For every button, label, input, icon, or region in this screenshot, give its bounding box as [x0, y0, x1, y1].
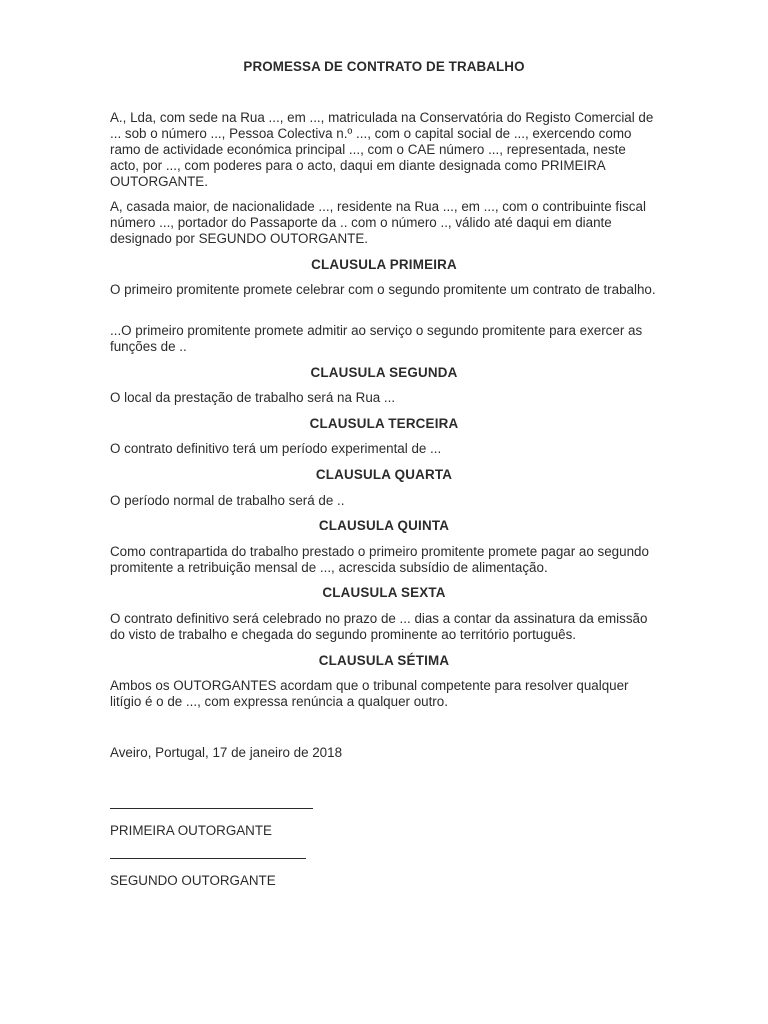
document-title: PROMESSA DE CONTRATO DE TRABALHO — [243, 59, 525, 74]
signature-label-second: SEGUNDO OUTORGANTE — [110, 873, 276, 888]
clause-sexta-paragraph: O contrato definitivo será celebrado no prazo de ... dias a contar da assinatura da emissão do visto de trabalho e chegada do segundo prominente ao território português. — [110, 611, 648, 642]
clause-heading-terceira: CLAUSULA TERCEIRA — [309, 416, 459, 431]
clause-quinta-paragraph: Como contrapartida do trabalho prestado o primeiro promitente promete pagar ao segundo promitente a retribuição mensal de ..., acrescida subsídio de alimentação. — [110, 544, 649, 575]
clause-heading-quarta: CLAUSULA QUARTA — [315, 467, 453, 482]
clause-heading-setima: CLAUSULA SÉTIMA — [318, 653, 450, 668]
place-date: Aveiro, Portugal, 17 de janeiro de 2018 — [110, 745, 343, 760]
first-party-paragraph: A., Lda, com sede na Rua ..., em ..., matriculada na Conservatória do Registo Comercial de ... sob o número ..., Pessoa Colectiva n.º ..., com o capital social de ..., exercendo como ramo de actividade económica principal ..., com o CAE número ..., representada, neste acto, por ..., com poderes para o acto, daqui em diante designada como PRIMEIRA OUTORGANTE. — [110, 110, 654, 189]
second-party-paragraph: A, casada maior, de nacionalidade ..., residente na Rua ..., em ..., com o contribuinte fiscal número ..., portador do Passaporte da .. com o número .., válido até daqui em diante designado por SEGUNDO OUTORGANTE. — [110, 199, 646, 246]
clause-heading-quinta: CLAUSULA QUINTA — [318, 518, 450, 533]
clause-heading-sexta: CLAUSULA SEXTA — [322, 585, 446, 600]
clause-primeira-paragraph-1: O primeiro promitente promete celebrar com o segundo promitente um contrato de trabalho. — [110, 282, 656, 297]
clause-terceira-paragraph: O contrato definitivo terá um período experimental de ... — [110, 441, 442, 456]
clause-primeira-paragraph-2: ...O primeiro promitente promete admitir ao serviço o segundo promitente para exercer as funções de .. — [110, 323, 643, 354]
clause-quarta-paragraph: O período normal de trabalho será de .. — [110, 493, 345, 508]
signature-line-second — [110, 858, 306, 859]
clause-heading-primeira: CLAUSULA PRIMEIRA — [311, 257, 457, 272]
clause-segunda-paragraph: O local da prestação de trabalho será na Rua ... — [110, 390, 396, 405]
clause-heading-segunda: CLAUSULA SEGUNDA — [310, 365, 458, 380]
signature-line-first — [110, 808, 313, 809]
signature-label-first: PRIMEIRA OUTORGANTE — [110, 823, 272, 838]
clause-setima-paragraph: Ambos os OUTORGANTES acordam que o tribunal competente para resolver qualquer litígio é o de ..., com expressa renúncia a qualquer outro. — [110, 678, 629, 709]
